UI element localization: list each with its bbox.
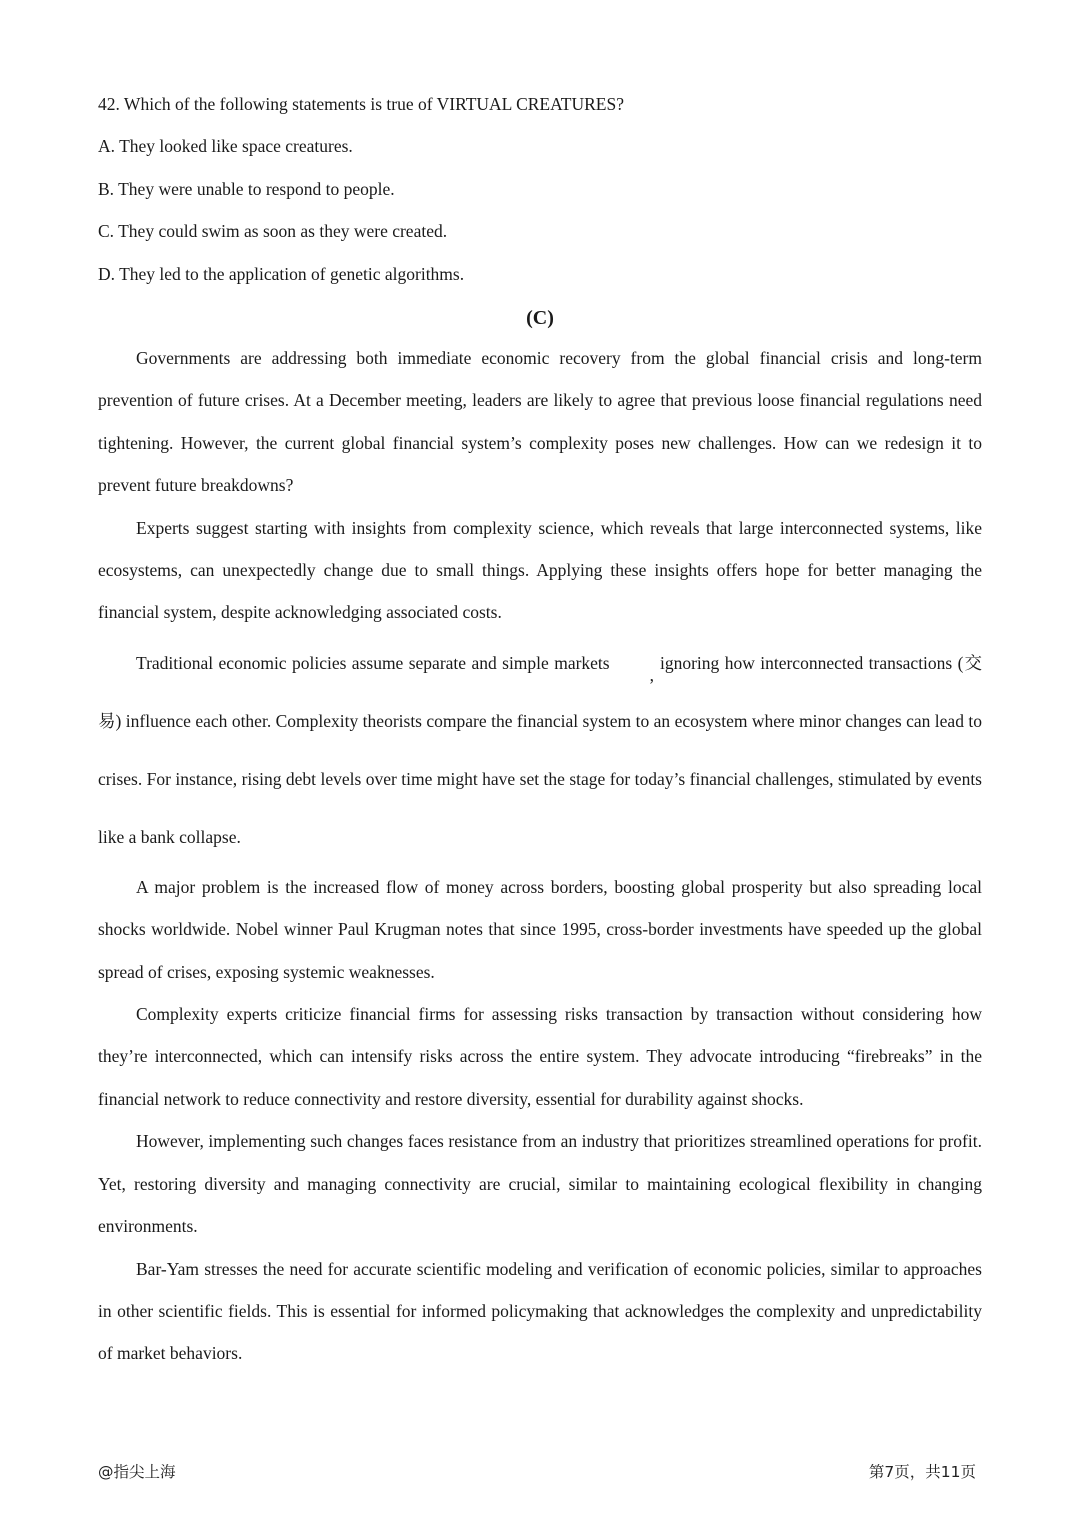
paragraph-5: Complexity experts criticize financial firms for assessing risks transaction by transaction without considering how they’re interconnected, which can intensify risks across the entire system. They advocate introducing “firebreaks” in the financial network to reduce connectivity and restore diversity, essential for durability against shocks. [98, 1004, 982, 1109]
option-c: C. They could swim as soon as they were created. [98, 221, 448, 242]
page-number: 第7页，共11页 [868, 1463, 976, 1481]
page-footer [98, 1460, 982, 1486]
paragraph-3 [98, 634, 982, 866]
paragraph-3-part2: ignoring how interconnected transactions (交易) influence each other. Complexity theorists compare the financial system to an ecosystem where minor changes can lead to crises. For instance, rising debt levels over time might have set the stage for today’s financial challenges, stimulated by events like a bank collapse. [98, 652, 982, 847]
question-stem: 42. Which of the following statements is true of VIRTUAL CREATURES? [98, 94, 624, 114]
footer-source: @指尖上海 [98, 1463, 176, 1481]
paragraph-6: However, implementing such changes faces resistance from an industry that prioritizes streamlined operations for profit. Yet, restoring diversity and managing connectivity are crucial, similar to maintaining ecological flexibility in changing environments. [98, 1131, 982, 1237]
paragraph-3-comma: , [649, 664, 654, 685]
option-d: D. They led to the application of genetic algorithms. [98, 263, 465, 284]
paragraph-7: Bar-Yam stresses the need for accurate scientific modeling and verification of economic policies, similar to approaches in other scientific fields. This is essential for informed policymaking that acknowledges the complexity and unpredictability of market behaviors. [98, 1258, 982, 1364]
question-42 [98, 83, 982, 295]
paragraph-3-part1: Traditional economic policies assume separate and simple markets [136, 652, 610, 673]
passage-c [98, 337, 982, 1375]
option-a: A. They looked like space creatures. [98, 136, 353, 157]
option-b: B. They were unable to respond to people. [98, 178, 395, 199]
section-heading: (C) [526, 307, 554, 329]
paragraph-1: Governments are addressing both immediate economic recovery from the global financial crisis and long-term prevention of future crises. At a December meeting, leaders are likely to agree that previous loose financial regulations need tightening. However, the current global financial system’s complexity poses new challenges. How can we redesign it to prevent future breakdowns? [98, 348, 982, 496]
paragraph-4: A major problem is the increased flow of money across borders, boosting global prosperity but also spreading local shocks worldwide. Nobel winner Paul Krugman notes that since 1995, cross-border investments have speeded up the global spread of crises, exposing systemic weaknesses. [98, 876, 982, 982]
paragraph-2: Experts suggest starting with insights from complexity science, which reveals that large interconnected systems, like ecosystems, can unexpectedly change due to small things. Applying these insights offers hope for better managing the financial system, despite acknowledging associated costs. [98, 517, 982, 623]
